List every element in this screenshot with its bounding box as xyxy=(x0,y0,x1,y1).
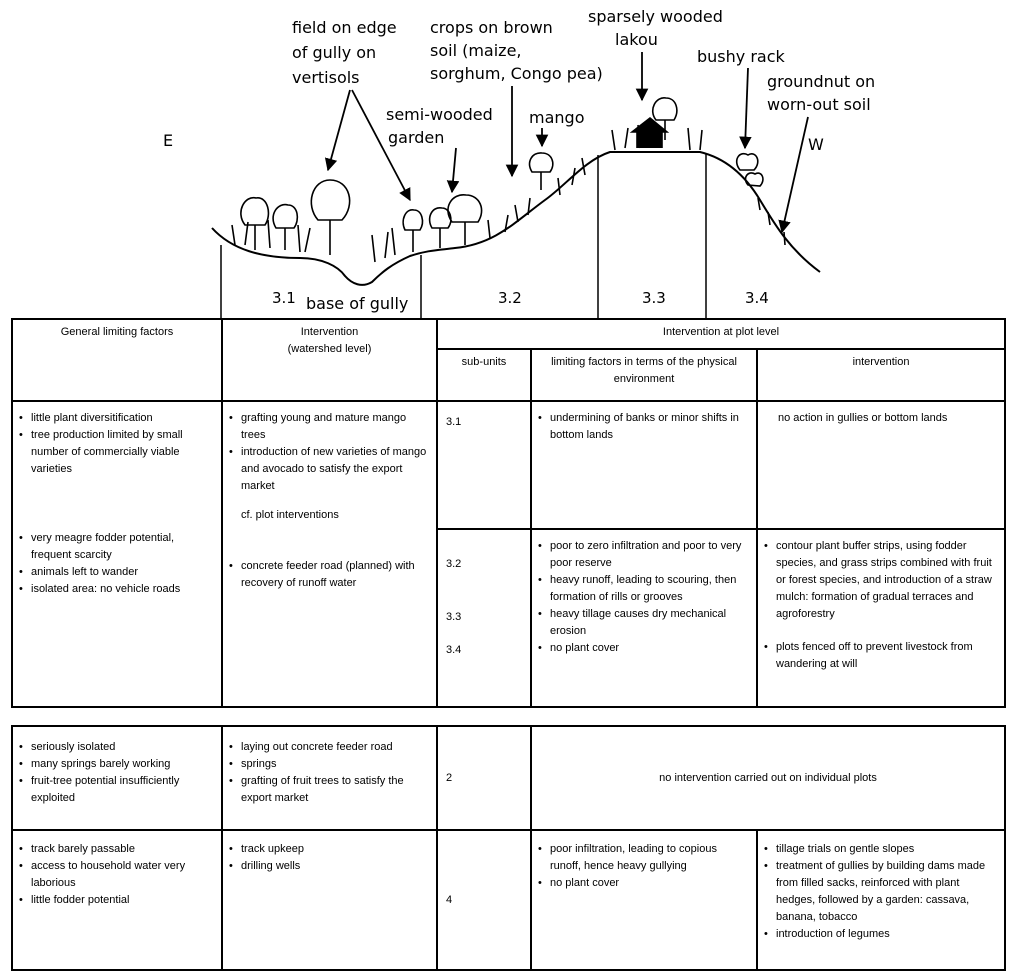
subunit-3-2: 3.2 xyxy=(446,558,462,570)
mango-tree xyxy=(530,153,553,190)
watershed-intervention-cell xyxy=(222,726,437,830)
general-factors-list-1 xyxy=(19,410,215,478)
spacer xyxy=(229,524,430,558)
intervention-list-2 xyxy=(764,538,998,623)
field-label-line2: of gully on xyxy=(292,43,377,62)
subunit-3-3: 3.3 xyxy=(446,611,462,623)
plot-level-table xyxy=(11,318,1006,708)
watershed-list-4 xyxy=(229,841,430,875)
list-item: • laying out concrete feeder road xyxy=(229,739,430,756)
watershed-intervention-cell xyxy=(222,401,437,707)
arrow-to-groundnut xyxy=(782,117,808,232)
base-of-gully-label: base of gully xyxy=(306,294,409,313)
list-item: • poor to zero infiltration and poor to very poor reserve xyxy=(538,538,750,572)
list-item: • drilling wells xyxy=(229,858,430,875)
arrow-to-bushy-rack xyxy=(745,68,748,148)
limiting-factors-cell xyxy=(531,830,757,970)
list-item: • introduction of new varieties of mango and avocado to satisfy the export market xyxy=(229,444,430,495)
header-general-text: General limiting factors xyxy=(60,326,174,338)
subunit-3-4: 3.4 xyxy=(446,644,462,656)
tree xyxy=(273,205,297,250)
subunit-table xyxy=(11,725,1006,971)
list-item: • track upkeep xyxy=(229,841,430,858)
list-item: • undermining of banks or minor shifts in bottom lands xyxy=(538,410,750,444)
list-item: • very meagre fodder potential, frequent scarcity xyxy=(19,530,215,564)
list-item: • many springs barely working xyxy=(19,756,215,773)
unit-3-2-label: 3.2 xyxy=(498,289,522,307)
list-item: • little plant diversitification xyxy=(19,410,215,427)
list-item: • concrete feeder road (planned) with recovery of runoff water xyxy=(229,558,430,592)
list-item: • isolated area: no vehicle roads xyxy=(19,581,215,598)
tree xyxy=(403,210,422,252)
list-item: • heavy runoff, leading to scouring, then formation of rills or grooves xyxy=(538,572,750,606)
watershed-list-3 xyxy=(229,739,430,807)
unit-3-3-label: 3.3 xyxy=(642,289,666,307)
header-intervention xyxy=(757,349,1005,401)
limiting-factors-cell xyxy=(531,529,757,707)
list-item: • heavy tillage causes dry mechanical erosion xyxy=(538,606,750,640)
list-item: • track barely passable xyxy=(19,841,215,858)
header-plot-level xyxy=(437,319,1005,349)
direction-east-label: E xyxy=(163,131,174,150)
sparse-label-line2: lakou xyxy=(615,30,658,49)
arrow-to-field-left xyxy=(328,90,350,170)
subunit-cell xyxy=(437,529,531,707)
list-item: • contour plant buffer strips, using fodder species, and grass strips combined with fruit or forest species, and introduction of a straw mulch: formation of gradual terraces and agroforestry xyxy=(764,538,998,623)
subunit-4: 4 xyxy=(446,893,453,906)
limiting-list-2 xyxy=(538,538,750,657)
bush xyxy=(737,154,758,170)
list-item: • little fodder potential xyxy=(19,892,215,909)
plot-intervention-text: no action in gullies or bottom lands xyxy=(778,412,948,424)
field-label-line1: field on edge xyxy=(292,18,397,37)
watershed-list-2 xyxy=(229,558,430,592)
list-item: • grafting young and mature mango trees xyxy=(229,410,430,444)
crops-label-line2: soil (maize, xyxy=(430,41,522,60)
spacer xyxy=(446,626,524,642)
header-limiting-factors xyxy=(531,349,757,401)
subunit-cell xyxy=(437,401,531,529)
crops-label-line3: sorghum, Congo pea) xyxy=(430,64,603,83)
watershed-intervention-cell xyxy=(222,830,437,970)
field-label-line3: vertisols xyxy=(292,68,360,87)
spacer xyxy=(446,573,524,609)
limiting-list-1 xyxy=(538,410,750,444)
header-intervention-text: intervention xyxy=(852,356,910,368)
general-factors-cell xyxy=(12,830,222,970)
header-watershed xyxy=(222,319,437,401)
tree xyxy=(311,180,349,255)
header-plot-level-text: Intervention at plot level xyxy=(662,326,780,338)
list-item: • no plant cover xyxy=(538,640,750,657)
direction-west-label: W xyxy=(808,135,824,154)
header-limiting-text: limiting factors in terms of the physical environment xyxy=(551,356,737,385)
list-item: • access to household water very laborious xyxy=(19,858,215,892)
list-item: • springs xyxy=(229,756,430,773)
intervention-list-4 xyxy=(764,841,998,943)
no-intervention-text: no intervention carried out on individual plots xyxy=(659,771,877,784)
list-item: • introduction of legumes xyxy=(764,926,998,943)
vegetation xyxy=(232,98,785,262)
list-item: • animals left to wander xyxy=(19,564,215,581)
subunit-cell xyxy=(437,830,531,970)
no-intervention-cell xyxy=(531,726,1005,830)
general-factors-cell xyxy=(12,726,222,830)
groundnut-label-line1: groundnut on xyxy=(767,72,876,91)
spacer xyxy=(764,623,998,639)
spacer xyxy=(229,495,430,507)
unit-3-1-label: 3.1 xyxy=(272,289,296,307)
header-subunits-text: sub-units xyxy=(461,356,507,368)
header-watershed-line2: (watershed level) xyxy=(287,343,372,355)
hut xyxy=(632,118,667,148)
general-factors-cell xyxy=(12,401,222,707)
bush xyxy=(746,173,763,186)
general-factors-list-2 xyxy=(19,530,215,598)
watershed-list-1 xyxy=(229,410,430,495)
semi-wooded-label-line2: garden xyxy=(388,128,445,147)
subunit-cell xyxy=(437,726,531,830)
crop-stalks xyxy=(488,158,585,238)
arrow-to-semi-wooded xyxy=(452,148,456,192)
subunit-3-1: 3.1 xyxy=(446,416,462,428)
crops-label-line1: crops on brown xyxy=(430,18,553,37)
plot-intervention-cell xyxy=(757,529,1005,707)
limiting-factors-cell xyxy=(531,401,757,529)
list-item: • grafting of fruit trees to satisfy the export market xyxy=(229,773,430,807)
intervention-list-3 xyxy=(764,639,998,673)
general-factors-list-4 xyxy=(19,841,215,909)
sparse-label-line1: sparsely wooded xyxy=(588,7,723,26)
plot-intervention-cell xyxy=(757,830,1005,970)
list-item: • tillage trials on gentle slopes xyxy=(764,841,998,858)
subunit-2: 2 xyxy=(446,771,453,784)
list-item: • fruit-tree potential insufficiently exploited xyxy=(19,773,215,807)
crop-stalks xyxy=(232,220,395,262)
list-item: • seriously isolated xyxy=(19,739,215,756)
limiting-list-3 xyxy=(538,841,750,892)
tree xyxy=(448,195,482,245)
list-item: • plots fenced off to prevent livestock from wandering at will xyxy=(764,639,998,673)
watershed-note: cf. plot interventions xyxy=(241,509,339,521)
list-item: • no plant cover xyxy=(538,875,750,892)
plot-intervention-cell xyxy=(757,401,1005,529)
bushy-rack-label: bushy rack xyxy=(697,47,785,66)
list-item: • tree production limited by small number of commercially viable varieties xyxy=(19,427,215,478)
spacer xyxy=(19,478,215,530)
header-general-limiting xyxy=(12,319,222,401)
list-item: • treatment of gullies by building dams made from filled sacks, reinforced with plant hedges, followed by a garden: cassava, banana, tobacco xyxy=(764,858,998,926)
header-subunits xyxy=(437,349,531,401)
general-factors-list-3 xyxy=(19,739,215,807)
landscape-cross-section xyxy=(0,0,1012,320)
header-watershed-line1: Intervention xyxy=(300,326,359,338)
mango-label: mango xyxy=(529,108,585,127)
groundnut-label-line2: worn-out soil xyxy=(767,95,871,114)
semi-wooded-label-line1: semi-wooded xyxy=(386,105,493,124)
ground-profile-line xyxy=(212,152,820,285)
unit-3-4-label: 3.4 xyxy=(745,289,769,307)
list-item: • poor infiltration, leading to copious runoff, hence heavy gullying xyxy=(538,841,750,875)
